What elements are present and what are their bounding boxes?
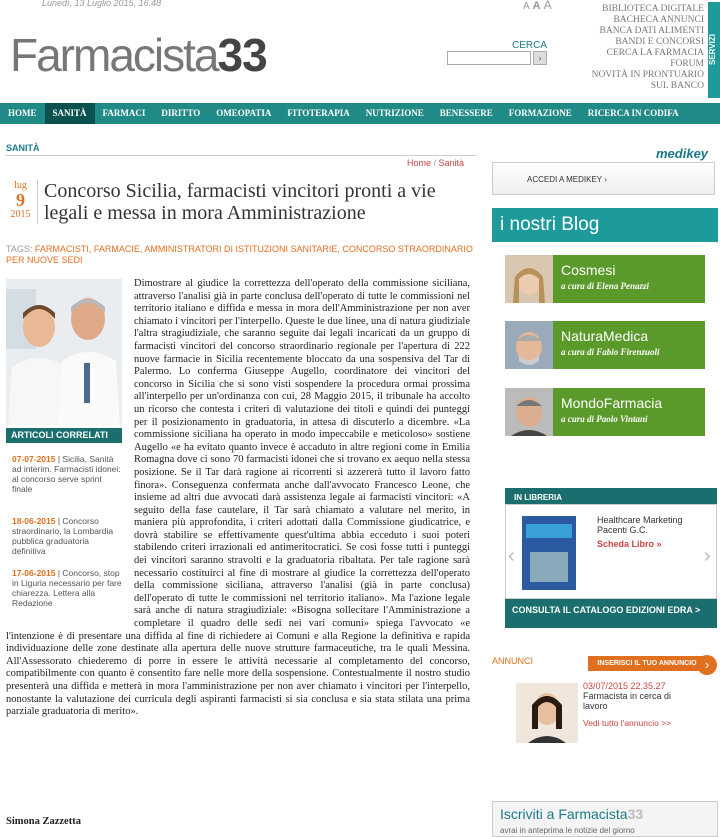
nav-ricerca[interactable]: RICERCA IN CODIFA xyxy=(587,108,679,118)
next-ad-icon[interactable]: › xyxy=(697,655,717,675)
newsletter-title[interactable]: Iscriviti a Farmacista33 xyxy=(500,806,644,822)
article-date: lug 9 2015 xyxy=(10,180,31,220)
section-divider xyxy=(6,155,476,156)
annunci-title: ANNUNCI xyxy=(492,656,534,666)
library-tab: IN LIBRERIA xyxy=(510,491,566,504)
nav-fitoterapia[interactable]: FITOTERAPIA xyxy=(287,108,350,118)
related-item[interactable]: 18-06-2015 | Concorso straordinario, la Lombardia pubblica graduatoria definitiva xyxy=(12,516,114,556)
article-title: Concorso Sicilia, farmacisti vincitori pronti a vie legali e messa in mora Amministrazione xyxy=(44,180,436,224)
services-link[interactable]: BACHECA ANNUNCI xyxy=(613,15,704,25)
blog-naturamedica[interactable]: NaturaMedica a cura di Fabio Firenzuoli xyxy=(505,321,705,369)
nav-omeopatia[interactable]: OMEOPATIA xyxy=(216,108,272,118)
book-cover[interactable] xyxy=(522,516,576,590)
breadcrumb-current[interactable]: Sanità xyxy=(438,158,465,168)
font-medium-button[interactable]: A xyxy=(532,0,541,12)
font-size-controls[interactable] xyxy=(523,0,555,12)
services-link[interactable]: CERCA LA FARMACIA xyxy=(606,48,704,58)
newsletter-subtitle: avrai in anteprima le notizie del giorno xyxy=(500,826,635,835)
services-link[interactable]: NOVITÀ IN PRONTUARIO xyxy=(591,70,704,80)
nav-home[interactable]: HOME xyxy=(8,108,37,118)
breadcrumb: Home / Sanità xyxy=(407,158,465,168)
breadcrumb-home[interactable]: Home xyxy=(407,158,432,168)
related-item[interactable]: 17-06-2015 | Concorso, stop in Liguria necessario per fare chiarezza. Lettera alla Redazione xyxy=(12,568,122,608)
article-author: Simona Zazzetta xyxy=(6,816,81,827)
font-large-button[interactable]: A xyxy=(543,0,552,12)
blog-author-photo xyxy=(505,388,553,436)
search-input[interactable] xyxy=(447,51,531,65)
current-date: Lunedì, 13 Luglio 2015, 16.48 xyxy=(42,0,162,8)
nav-diritto[interactable]: DIRITTO xyxy=(161,108,201,118)
nav-nutrizione[interactable]: NUTRIZIONE xyxy=(365,108,424,118)
book-title[interactable]: Healthcare Marketing Pacenti G.C. xyxy=(597,515,683,535)
date-divider xyxy=(37,180,38,224)
nav-benessere[interactable]: BENESSERE xyxy=(439,108,493,118)
services-link[interactable]: BANDI E CONCORSI xyxy=(615,37,704,47)
search-button[interactable]: › xyxy=(533,51,547,65)
article-tags: TAGS: FARMACISTI, FARMACIE, AMMINISTRATORI DI ISTITUZIONI SANITARIE, CONCORSO STRAORDINARIO PER NUOVE SEDI xyxy=(6,244,473,265)
main-nav xyxy=(0,103,720,124)
ad-photo xyxy=(516,683,578,743)
insert-ad-button[interactable]: INSERISCI IL TUO ANNUNCIO xyxy=(588,656,706,671)
section-label: SANITÀ xyxy=(6,143,40,153)
related-item[interactable]: 07-07-2015 | Sicilia, Sanità ad interim. Farmacisti idonei: al concorso serve sprint finale xyxy=(12,454,121,494)
services-link[interactable]: BANCA DATI ALIMENTI xyxy=(599,26,704,36)
ad-link[interactable]: Vedi tutto l'annuncio >> xyxy=(583,718,672,728)
related-title: ARTICOLI CORRELATI xyxy=(6,428,122,443)
search-label: CERCA xyxy=(512,40,548,51)
next-arrow-icon[interactable]: › xyxy=(704,545,711,567)
book-details-link[interactable]: Scheda Libro » xyxy=(597,539,662,549)
nav-sanita[interactable]: SANITÀ xyxy=(45,103,95,124)
prev-arrow-icon[interactable]: ‹ xyxy=(508,545,515,567)
article-body: Dimostrare al giudice la correttezza dell'operato della commissione siciliana, attraverso l'analisi già in parte conclusa dell'operato di tutte le commissioni nel territorio italiano e diffida e messa in mora dell'Amministrazione per non aver chiamato i vincitori per l'interpello. Queste le due linee, una di natura giudiziale l'altra stragiudiziale, che saranno seguite dai legali incaricati da un gruppo di farmacisti vincitori del concorso straordinario regionale per l'apertura di 222 nuove farmacie in Sicilia recentemente bloccato da una sospensiva del Tar di Palermo. Lo conferma Giuseppe Augello, coordinatore dei vincitori del concorso in Sicilia che si sono visti sospendere la procedura ormai prossima all'interpello per un'ordinanza con cui, 28 Maggio 2015, il tribunale ha accolto un ricorso che contesta i criteri di valutazione dei titoli e quindi dei punteggi per il posizionamento in graduatoria, in attesa di discuterlo a dicembre. «La commissione siciliana ha operato in modo impeccabile e meticoloso» sostiene Augello «e ha evitato quanto invece è accaduto in altre regioni come in Emilia Romagna dove ci sono 70 farmacisti idonei che si trovano ex aequo nella stessa posizione. Se il Tar darà ragione ai ricorrenti si azzererà tutto il lavoro fatto finora». Conseguenza confermata anche dall'avvocato Francesco Leone, che insieme ad altri due avvocati darà assistenza legale ai farmacisti vincitori: «A seguito della fase cautelare, il Tar sarà chiamato a valutare nel merito, in maniera più approfondita, i criteri adottati dalla Commissione giudicatrice, e dovrà stabilire se effettivamente quest'ultima abbia ecceduto i suoi poteri stabilendo criteri irrazionali ed antimeritocratici. Se così fosse tutti i punteggi dei vincitori saranno stravolti e la graduatoria ribaltata. Per tale ragione sarà necessario costituirci al fine di mostrare al giudice la correttezza dell'operato della commissione siciliana, attraverso l'analisi (già in parte conclusa) dell'operato di tutte le commissioni nel territorio italiano». Ma l'azione legale sarà anche di natura stragiudiziale: «Bisogna sollecitare l'Amministrazione a completare il quadro delle sedi nei vari comuni» spiega l'avvocato «e l'intenzione è di presentare una diffida al fine di richiedere ai Comuni e alla Regione la definitiva e rapida individuazione delle zone destinate alla apertura delle nuove strutture farmaceutiche, tra le quali Messina. All'Assessorato chiederemo di porre in essere le attività necessarie al completamento del concorso, compatibilmente con quanto è consentito fare nelle more della sospensione. Contestualmente il nostro studio presenterà una diffida e metterà in mora l'amministrazione per non aver chiamato i vincitori per l'interpello, nonostante la valutazione dei curricula degli aspiranti farmacisti si sia conclusa e sia stata stilata una prima parziale graduatoria di merito». xyxy=(6,278,470,718)
blog-cosmesi[interactable]: Cosmesi a cura di Elena Penazzi xyxy=(505,255,705,303)
font-small-button[interactable]: A xyxy=(523,1,530,12)
nav-formazione[interactable]: FORMAZIONE xyxy=(508,108,572,118)
blog-mondofarmacia[interactable]: MondoFarmacia a cura di Paolo Vintani xyxy=(505,388,705,436)
servizi-tab[interactable]: SERVIZI xyxy=(708,2,720,98)
nav-farmaci[interactable]: FARMACI xyxy=(102,108,146,118)
ad-details: 03/07/2015 22.35.27 Farmacista in cerca di lavoro xyxy=(583,681,672,711)
services-link[interactable]: SUL BANCO xyxy=(650,81,704,91)
blog-author-photo xyxy=(505,255,553,303)
blog-author-photo xyxy=(505,321,553,369)
medikey-login-button[interactable]: ACCEDI A MEDIKEY › xyxy=(492,162,715,195)
blog-section-title: i nostri Blog xyxy=(492,208,718,242)
tags-links[interactable]: FARMACISTI, FARMACIE, AMMINISTRATORI DI ISTITUZIONI SANITARIE, CONCORSO STRAORDINARIO PER NUOVE SEDI xyxy=(6,244,473,265)
site-logo[interactable]: Farmacista33 xyxy=(10,29,267,81)
medikey-logo: medikey xyxy=(656,146,709,161)
services-links xyxy=(580,4,704,92)
services-link[interactable]: BIBLIOTECA DIGITALE xyxy=(602,4,704,14)
services-link[interactable]: FORUM xyxy=(670,59,704,69)
catalog-link[interactable]: CONSULTA IL CATALOGO EDIZIONI EDRA > xyxy=(512,605,701,615)
